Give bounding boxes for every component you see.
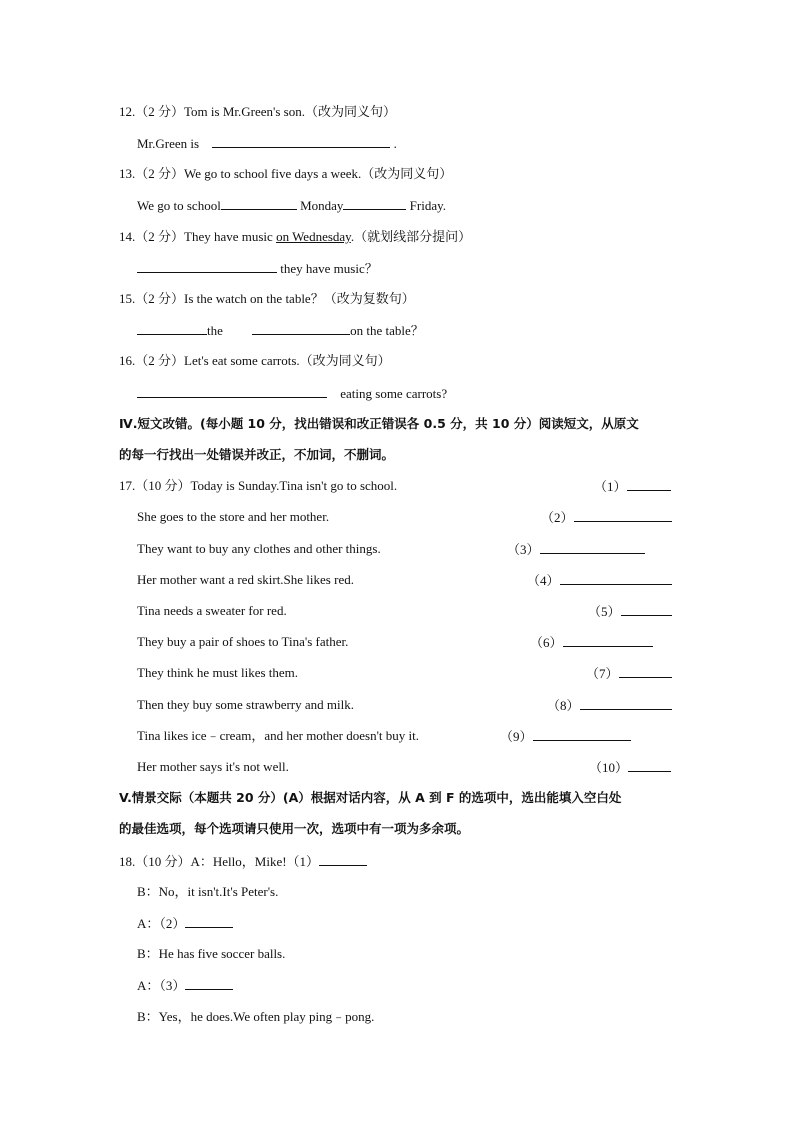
q17-line-text: Her mother says it's not well. (137, 759, 289, 774)
q17-line-7 (137, 665, 298, 681)
q17-blank[interactable] (627, 478, 671, 491)
q16-answer-suffix: eating some carrots? (340, 386, 448, 401)
q17-blank[interactable] (621, 603, 672, 616)
q13-part2: Monday (300, 198, 344, 213)
q17-answer-9 (500, 728, 631, 745)
q18-line-5 (137, 977, 233, 994)
q16-stem-text: 16.（2 分）Let's eat some carrots.（改为同义句） (119, 353, 391, 368)
section-4-text-2: 的每一行找出一处错误并改正，不加词，不删词。 (119, 447, 395, 462)
q18-line-text: B：No，it isn't.It's Peter's. (137, 884, 279, 899)
q18-blank-2[interactable] (185, 915, 233, 928)
q17-blank[interactable] (540, 541, 645, 554)
question-15-answer (137, 322, 424, 339)
q18-line-3 (137, 915, 233, 932)
q18-line-text: A：（3） (137, 978, 186, 993)
q17-answer-7 (586, 665, 672, 682)
q17-blank[interactable] (563, 634, 653, 647)
q17-line-6 (137, 634, 348, 650)
question-16-stem (119, 353, 391, 369)
q12-blank[interactable] (212, 135, 390, 148)
question-13-stem (119, 166, 452, 182)
section-4-text-1: Ⅳ.短文改错。(每小题 10 分，找出错误和改正错误各 0.5 分，共 10 分）阅读短文，从原文 (119, 416, 639, 431)
question-13-answer (137, 197, 446, 214)
q17-answer-5 (588, 603, 672, 620)
q17-line-8 (137, 697, 354, 713)
q17-line-1 (119, 478, 397, 494)
q17-num: （10） (589, 760, 629, 775)
q17-num: （8） (547, 698, 580, 713)
q17-line-5 (137, 603, 287, 619)
q18-blank-1[interactable] (319, 853, 367, 866)
q14-answer-suffix: they have music？ (280, 261, 378, 276)
q17-answer-1 (594, 478, 671, 495)
q15-stem-text: 15.（2 分）Is the watch on the table？（改为复数句） (119, 291, 415, 306)
q14-stem-suffix: .（就划线部分提问） (350, 229, 472, 244)
q17-num: （9） (500, 729, 533, 744)
q18-line-text: A：（2） (137, 916, 186, 931)
q12-stem-text: 12.（2 分）Tom is Mr.Green's son.（改为同义句） (119, 104, 396, 119)
q17-answer-4 (527, 572, 672, 589)
q17-num: （7） (586, 666, 619, 681)
q17-answer-3 (507, 541, 645, 558)
question-15-stem (119, 291, 415, 307)
q17-answer-2 (541, 509, 672, 526)
q17-line-9 (137, 728, 419, 744)
q17-num: （1） (594, 479, 627, 494)
q17-line-text: Tina needs a sweater for red. (137, 603, 287, 618)
q17-num: （5） (588, 604, 621, 619)
q18-line-text: B：He has five soccer balls. (137, 946, 286, 961)
q17-line-text: Tina likes ice﹣cream，and her mother doesn't buy it. (137, 728, 420, 743)
q16-blank[interactable] (137, 385, 327, 398)
q18-line-6 (137, 1009, 374, 1025)
q18-line-text: 18.（10 分）A：Hello，Mike!（1） (119, 854, 320, 869)
q17-line-10 (137, 759, 289, 775)
q17-line-text: Then they buy some strawberry and milk. (137, 697, 354, 712)
q17-answer-6 (530, 634, 653, 651)
section-5-heading-line-1 (119, 790, 621, 806)
q18-line-text: B：Yes，he does.We often play ping﹣pong. (137, 1009, 375, 1024)
q14-stem-prefix: 14.（2 分）They have music (119, 229, 277, 244)
q17-answer-10 (589, 759, 671, 776)
q12-answer-end: . (393, 136, 397, 151)
q15-part1: the (207, 323, 223, 338)
q13-part1: We go to school (137, 198, 221, 213)
section-4-heading-line-1 (119, 416, 639, 432)
q17-line-text: Her mother want a red skirt.She likes red. (137, 572, 354, 587)
section-4-heading-line-2 (119, 447, 394, 463)
question-12-answer (137, 135, 397, 152)
question-14-answer (137, 260, 378, 277)
q17-num: （3） (507, 542, 540, 557)
q17-answer-8 (547, 697, 672, 714)
q14-blank[interactable] (137, 260, 277, 273)
question-14-stem (119, 229, 471, 245)
q13-stem-text: 13.（2 分）We go to school five days a week.（改为同义句） (119, 166, 453, 181)
q17-blank[interactable] (619, 665, 672, 678)
q15-blank-1[interactable] (137, 322, 207, 335)
question-12-stem (119, 104, 396, 120)
q17-line-2 (137, 509, 329, 525)
q17-line-4 (137, 572, 354, 588)
q17-blank[interactable] (628, 759, 671, 772)
q17-line-text: 17.（10 分）Today is Sunday.Tina isn't go to school. (119, 478, 398, 493)
q14-stem-underlined: on Wednesday (276, 229, 351, 244)
q17-line-text: They think he must likes them. (137, 665, 299, 680)
q17-line-3 (137, 541, 381, 557)
q15-blank-2[interactable] (252, 322, 350, 335)
q17-line-text: She goes to the store and her mother. (137, 509, 330, 524)
q15-part2: on the table？ (350, 323, 424, 338)
question-16-answer (137, 385, 447, 402)
q17-num: （4） (527, 573, 560, 588)
q13-part3: Friday. (409, 198, 447, 213)
section-5-heading-line-2 (119, 821, 469, 837)
q18-blank-3[interactable] (185, 977, 233, 990)
q13-blank-1[interactable] (221, 197, 297, 210)
q17-blank[interactable] (533, 728, 631, 741)
q17-line-text: They want to buy any clothes and other things. (137, 541, 381, 556)
q18-line-2 (137, 884, 278, 900)
q18-line-4 (137, 946, 285, 962)
q17-num: （2） (541, 510, 574, 525)
q17-blank[interactable] (574, 509, 672, 522)
section-5-text-1: V.情景交际（本题共 20 分）(A）根据对话内容，从 A 到 F 的选项中，选出能填入空白处 (119, 790, 622, 805)
section-5-text-2: 的最佳选项，每个选项请只使用一次，选项中有一项为多余项。 (119, 821, 470, 836)
q18-line-1 (119, 853, 367, 870)
q17-line-text: They buy a pair of shoes to Tina's father. (137, 634, 349, 649)
q17-num: （6） (530, 635, 563, 650)
q17-blank[interactable] (580, 697, 672, 710)
q13-blank-2[interactable] (343, 197, 406, 210)
q12-answer-prefix: Mr.Green is (137, 136, 200, 151)
q17-blank[interactable] (560, 572, 672, 585)
